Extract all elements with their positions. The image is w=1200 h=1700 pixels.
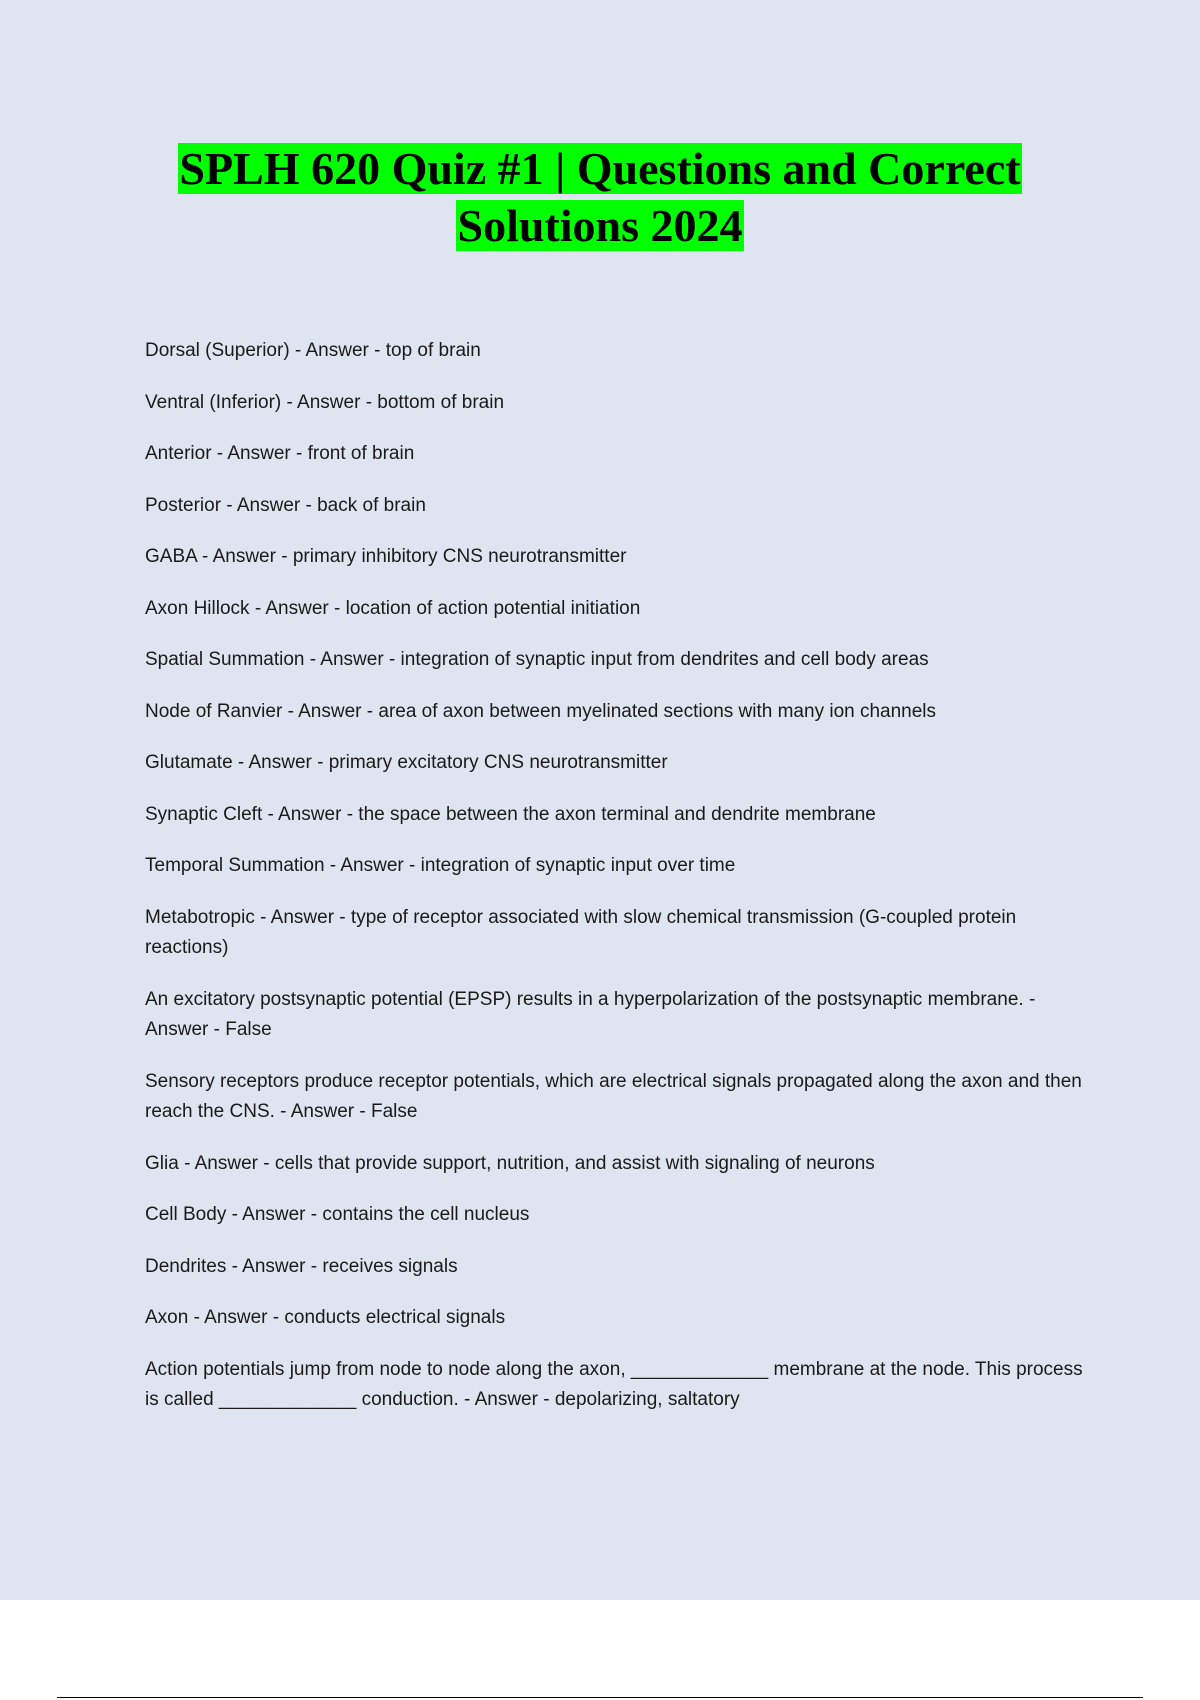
qa-item: Ventral (Inferior) - Answer - bottom of brain [145, 391, 505, 413]
qa-item: Glutamate - Answer - primary excitatory CNS neurotransmitter [145, 752, 668, 773]
title-line-2: Solutions 2024 [457, 200, 743, 251]
footer-divider [57, 1697, 1143, 1698]
qa-item: Action potentials jump from node to node along the axon, _____________ membrane at the node. This process is called _____________ conduction. - Answer - depolarizing, saltatory [145, 1358, 1083, 1410]
qa-item: Glia - Answer - cells that provide support, nutrition, and assist with signaling of neurons [145, 1152, 875, 1174]
document-title [0, 140, 1200, 254]
qa-item: Node of Ranvier - Answer - area of axon between myelinated sections with many ion channels [145, 700, 937, 722]
qa-list [145, 336, 1095, 1437]
qa-item: Cell Body - Answer - contains the cell nucleus [145, 1204, 530, 1225]
qa-item: Axon - Answer - conducts electrical signals [145, 1307, 506, 1328]
qa-item: Dorsal (Superior) - Answer - top of brain [145, 340, 481, 361]
qa-item: Spatial Summation - Answer - integration of synaptic input from dendrites and cell body areas [145, 649, 929, 670]
qa-item: Temporal Summation - Answer - integration of synaptic input over time [145, 855, 736, 876]
qa-item: Anterior - Answer - front of brain [145, 443, 415, 464]
title-line-1: SPLH 620 Quiz #1 | Questions and Correct [179, 143, 1021, 194]
qa-item: Metabotropic - Answer - type of receptor associated with slow chemical transmission (G-coupled protein reactions) [145, 906, 1017, 958]
qa-item: Synaptic Cleft - Answer - the space between the axon terminal and dendrite membrane [145, 803, 876, 825]
qa-item: Posterior - Answer - back of brain [145, 494, 426, 516]
qa-item: Axon Hillock - Answer - location of action potential initiation [145, 597, 641, 619]
qa-item: Dendrites - Answer - receives signals [145, 1255, 458, 1277]
qa-item: An excitatory postsynaptic potential (EPSP) results in a hyperpolarization of the postsynaptic membrane. - Answer - False [145, 988, 1036, 1040]
qa-item: Sensory receptors produce receptor potentials, which are electrical signals propagated along the axon and then reach the CNS. - Answer - False [145, 1070, 1082, 1122]
qa-item: GABA - Answer - primary inhibitory CNS neurotransmitter [145, 546, 627, 567]
